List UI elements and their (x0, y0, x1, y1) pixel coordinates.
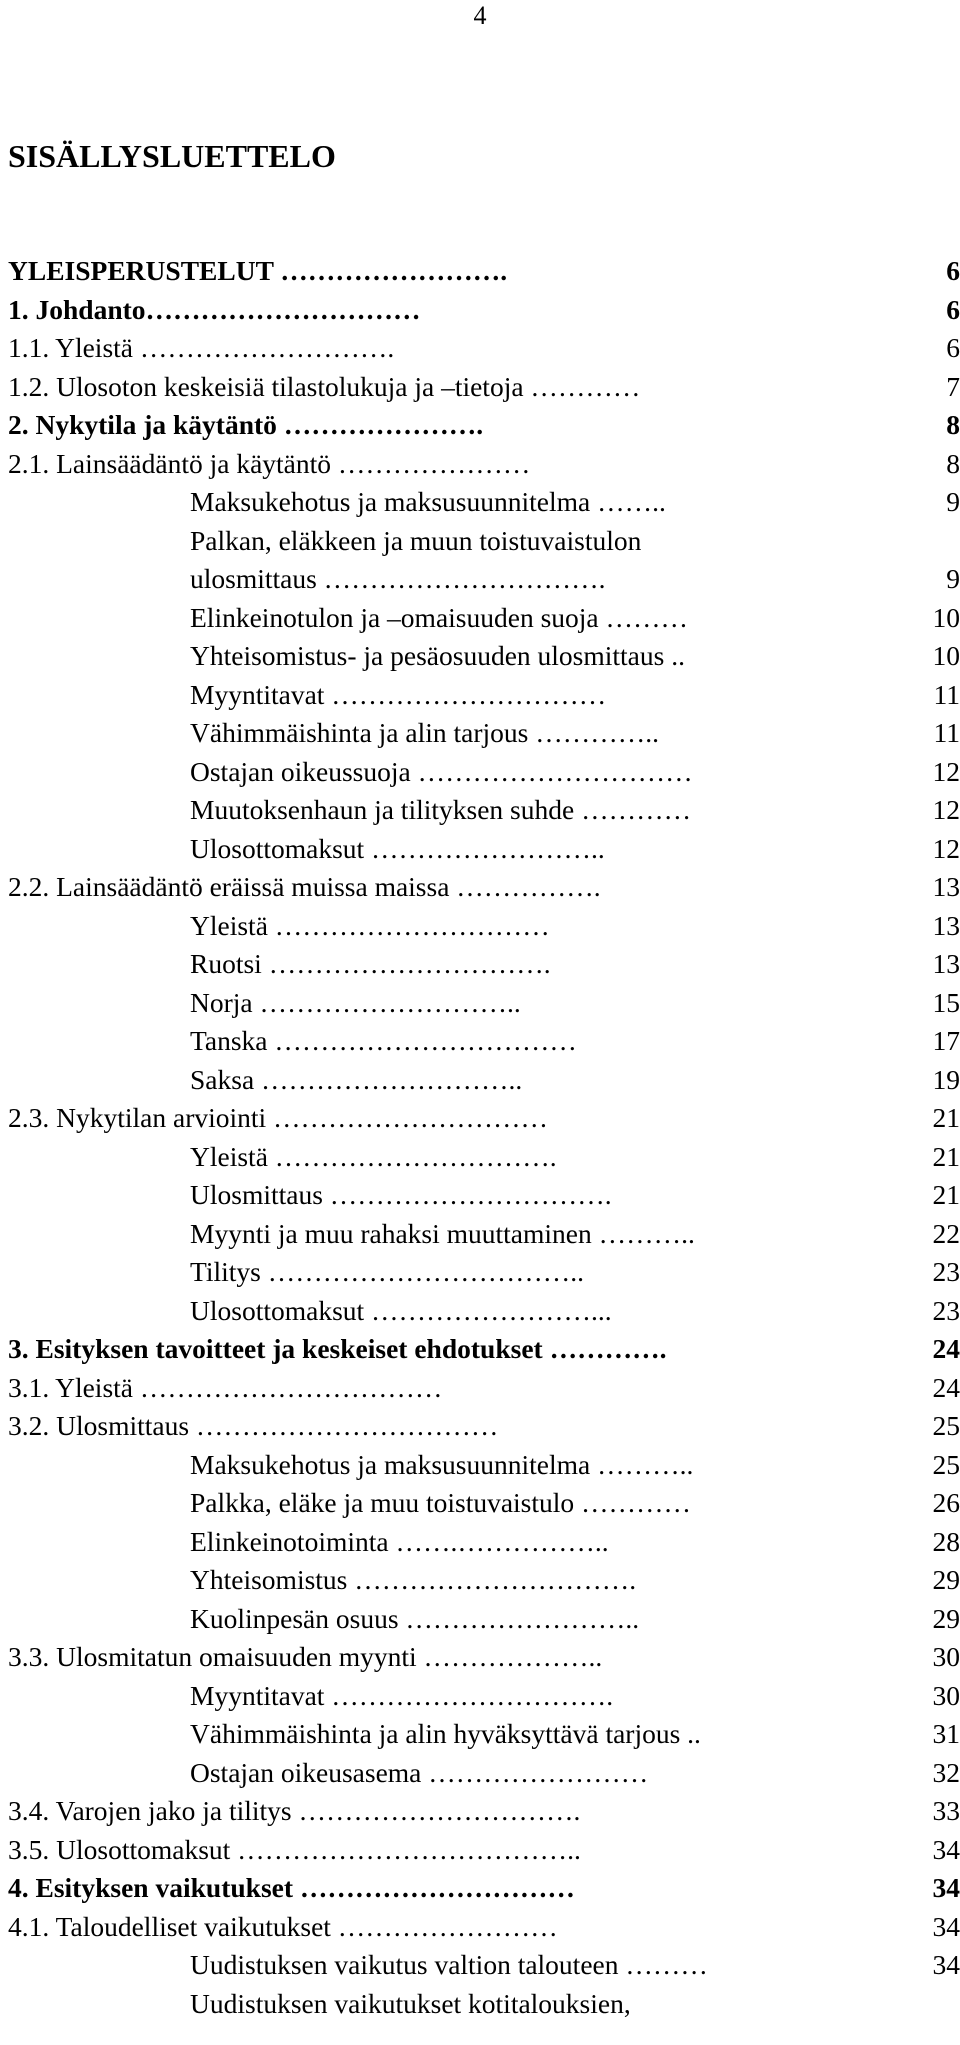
toc-entry-title: 1. Johdanto………………………… (8, 293, 421, 325)
toc-entry-title: Tilitys …………………………….. (190, 1256, 584, 1287)
toc-entry-page: 30 (932, 1679, 960, 1711)
toc-entry (8, 830, 960, 869)
toc-entry (8, 1253, 960, 1292)
toc-entry (8, 483, 960, 522)
toc-entry-title: Muutoksenhaun ja tilityksen suhde ………… (190, 794, 692, 825)
toc-entry-title: Ulosmittaus …………………………. (190, 1179, 612, 1210)
table-of-contents (8, 252, 960, 2023)
toc-entry (8, 1715, 960, 1754)
toc-entry-page: 34 (932, 1910, 960, 1942)
toc-entry-page: 34 (932, 1872, 960, 1903)
toc-entry-page: 9 (946, 486, 960, 517)
toc-entry-page: 10 (932, 601, 960, 633)
toc-entry-page: 28 (932, 1525, 960, 1557)
toc-entry (8, 676, 960, 715)
toc-entry-title: Tanska …………………………… (190, 1025, 577, 1056)
toc-entry-title: Yleistä ………………………… (190, 909, 550, 941)
toc-entry-page: 17 (932, 1025, 960, 1056)
toc-entry (8, 252, 960, 291)
toc-entry (8, 1099, 960, 1138)
toc-entry-title: Yhteisomistus- ja pesäosuuden ulosmittaus .. (190, 640, 685, 671)
toc-entry (8, 445, 960, 484)
toc-entry (8, 560, 960, 599)
toc-entry-title: 2.2. Lainsäädäntö eräissä muissa maissa ……………. (8, 871, 601, 902)
toc-entry-page: 8 (946, 447, 960, 479)
toc-entry-title: Vähimmäishinta ja alin tarjous ………….. (190, 717, 659, 748)
toc-entry-title: Saksa ……………………….. (190, 1063, 523, 1095)
toc-entry-title: YLEISPERUSTELUT ……………………. (8, 255, 508, 286)
toc-entry-page: 23 (932, 1294, 960, 1326)
toc-entry (8, 522, 960, 561)
toc-entry-title: ulosmittaus …………………………. (190, 563, 606, 594)
toc-entry-page: 30 (932, 1641, 960, 1672)
toc-entry-page: 12 (932, 832, 960, 864)
toc-entry-page: 24 (932, 1333, 960, 1364)
toc-entry (8, 368, 960, 407)
toc-entry-title: Ostajan oikeusasema …………………… (190, 1756, 649, 1788)
toc-entry-page: 11 (933, 717, 960, 748)
toc-entry-title: Norja ……………………….. (190, 986, 521, 1018)
toc-entry-title: 4.1. Taloudelliset vaikutukset …………………… (8, 1910, 558, 1942)
toc-entry-title: 1.1. Yleistä ………………………. (8, 332, 395, 363)
toc-entry-title: 4. Esityksen vaikutukset ………………………… (8, 1872, 575, 1903)
toc-entry (8, 291, 960, 330)
toc-entry-page: 8 (946, 409, 960, 440)
toc-entry-title: 1.2. Ulosoton keskeisiä tilastolukuja ja –tietoja ………… (8, 370, 641, 402)
toc-entry-title: Ostajan oikeussuoja ………………………… (190, 755, 693, 787)
toc-entry-title: Elinkeinotulon ja –omaisuuden suoja ……… (190, 601, 688, 633)
toc-entry-page: 9 (946, 563, 960, 594)
toc-entry-page: 21 (932, 1102, 960, 1133)
toc-entry (8, 1561, 960, 1600)
toc-entry-page: 15 (932, 986, 960, 1018)
toc-entry-title: Myyntitavat ………………………… (190, 678, 607, 710)
toc-entry (8, 907, 960, 946)
toc-entry (8, 1677, 960, 1716)
toc-entry-title: Uudistuksen vaikutus valtion talouteen ……… (190, 1949, 708, 1980)
toc-entry (8, 1330, 960, 1369)
toc-entry-title: Palkka, eläke ja muu toistuvaistulo ………… (190, 1487, 692, 1518)
toc-entry (8, 1869, 960, 1908)
toc-entry-page: 25 (932, 1410, 960, 1441)
toc-entry (8, 1523, 960, 1562)
toc-entry-page: 31 (932, 1718, 960, 1749)
toc-entry-title: Palkan, eläkkeen ja muun toistuvaistulon (190, 524, 642, 556)
toc-entry-title: 3.1. Yleistä …………………………… (8, 1371, 443, 1403)
toc-entry-title: 3.2. Ulosmittaus …………………………… (8, 1410, 499, 1441)
toc-entry-title: Ruotsi …………………………. (190, 948, 551, 979)
toc-entry-title: Myyntitavat …………………………. (190, 1679, 614, 1711)
toc-entry (8, 1946, 960, 1985)
toc-entry-title: 2.3. Nykytilan arviointi ………………………… (8, 1102, 549, 1133)
toc-entry-page: 22 (932, 1217, 960, 1249)
toc-entry-page: 6 (946, 255, 960, 286)
toc-entry-page: 7 (946, 370, 960, 402)
toc-entry (8, 1061, 960, 1100)
toc-entry (8, 1176, 960, 1215)
toc-entry (8, 1792, 960, 1831)
toc-entry (8, 791, 960, 830)
toc-entry-page: 12 (932, 794, 960, 825)
toc-entry-title: Uudistuksen vaikutukset kotitalouksien, (190, 1987, 631, 2019)
toc-entry (8, 406, 960, 445)
toc-entry (8, 1908, 960, 1947)
toc-entry-page: 11 (933, 678, 960, 710)
toc-entry (8, 1484, 960, 1523)
toc-entry (8, 1369, 960, 1408)
toc-entry-title: Ulosottomaksut ……………………... (190, 1294, 612, 1326)
toc-entry-page: 34 (932, 1949, 960, 1980)
toc-entry (8, 1138, 960, 1177)
toc-entry-page: 13 (932, 871, 960, 902)
toc-entry-page: 13 (932, 948, 960, 979)
toc-entry (8, 868, 960, 907)
toc-entry-title: 2. Nykytila ja käytäntö …………………. (8, 409, 484, 440)
toc-entry (8, 1446, 960, 1485)
toc-entry (8, 1831, 960, 1870)
toc-entry-title: Maksukehotus ja maksusuunnitelma ……….. (190, 1448, 694, 1480)
toc-entry (8, 599, 960, 638)
toc-entry-title: Kuolinpesän osuus …………………….. (190, 1602, 640, 1634)
page-number: 4 (473, 1, 487, 30)
toc-entry-title: Ulosottomaksut …………………….. (190, 832, 605, 864)
toc-entry-title: 3. Esityksen tavoitteet ja keskeiset ehdotukset …………. (8, 1333, 667, 1364)
toc-entry-page: 29 (932, 1564, 960, 1595)
toc-entry (8, 1638, 960, 1677)
toc-entry-title: 3.5. Ulosottomaksut ……………………………….. (8, 1833, 581, 1865)
toc-entry-page: 32 (932, 1756, 960, 1788)
toc-entry-page: 25 (932, 1448, 960, 1480)
toc-entry (8, 637, 960, 676)
toc-entry (8, 1022, 960, 1061)
toc-entry-title: Elinkeinotoiminta …….…………….. (190, 1525, 609, 1557)
toc-entry-page: 13 (932, 909, 960, 941)
toc-entry-title: 3.4. Varojen jako ja tilitys …………………………. (8, 1795, 581, 1826)
toc-entry-title: Vähimmäishinta ja alin hyväksyttävä tarjous .. (190, 1718, 701, 1749)
toc-entry-title: 3.3. Ulosmitatun omaisuuden myynti ……………….. (8, 1641, 603, 1672)
toc-entry-page: 26 (932, 1487, 960, 1518)
toc-entry-page: 24 (932, 1371, 960, 1403)
toc-entry (8, 329, 960, 368)
toc-heading: SISÄLLYSLUETTELO (8, 138, 336, 174)
toc-entry-page: 23 (932, 1256, 960, 1287)
toc-entry (8, 984, 960, 1023)
toc-entry (8, 1292, 960, 1331)
toc-entry (8, 753, 960, 792)
toc-entry (8, 714, 960, 753)
toc-entry-page: 21 (932, 1140, 960, 1172)
toc-entry-page: 29 (932, 1602, 960, 1634)
toc-entry-page: 19 (932, 1063, 960, 1095)
toc-entry-page: 6 (946, 332, 960, 363)
toc-entry-page: 34 (932, 1833, 960, 1865)
toc-entry-page: 12 (932, 755, 960, 787)
toc-entry-title: 2.1. Lainsäädäntö ja käytäntö ………………… (8, 447, 531, 479)
toc-entry-page: 10 (932, 640, 960, 671)
toc-entry-page: 21 (932, 1179, 960, 1210)
toc-entry (8, 1407, 960, 1446)
toc-entry-page: 33 (932, 1795, 960, 1826)
toc-entry (8, 1215, 960, 1254)
toc-entry (8, 1985, 960, 2024)
toc-entry-title: Myynti ja muu rahaksi muuttaminen ……….. (190, 1217, 695, 1249)
toc-entry (8, 1754, 960, 1793)
toc-entry-title: Yleistä …………………………. (190, 1140, 557, 1172)
toc-entry-title: Maksukehotus ja maksusuunnitelma …….. (190, 486, 666, 517)
toc-entry-title: Yhteisomistus …………………………. (190, 1564, 637, 1595)
toc-entry (8, 1600, 960, 1639)
toc-entry (8, 945, 960, 984)
toc-entry-page: 6 (946, 293, 960, 325)
